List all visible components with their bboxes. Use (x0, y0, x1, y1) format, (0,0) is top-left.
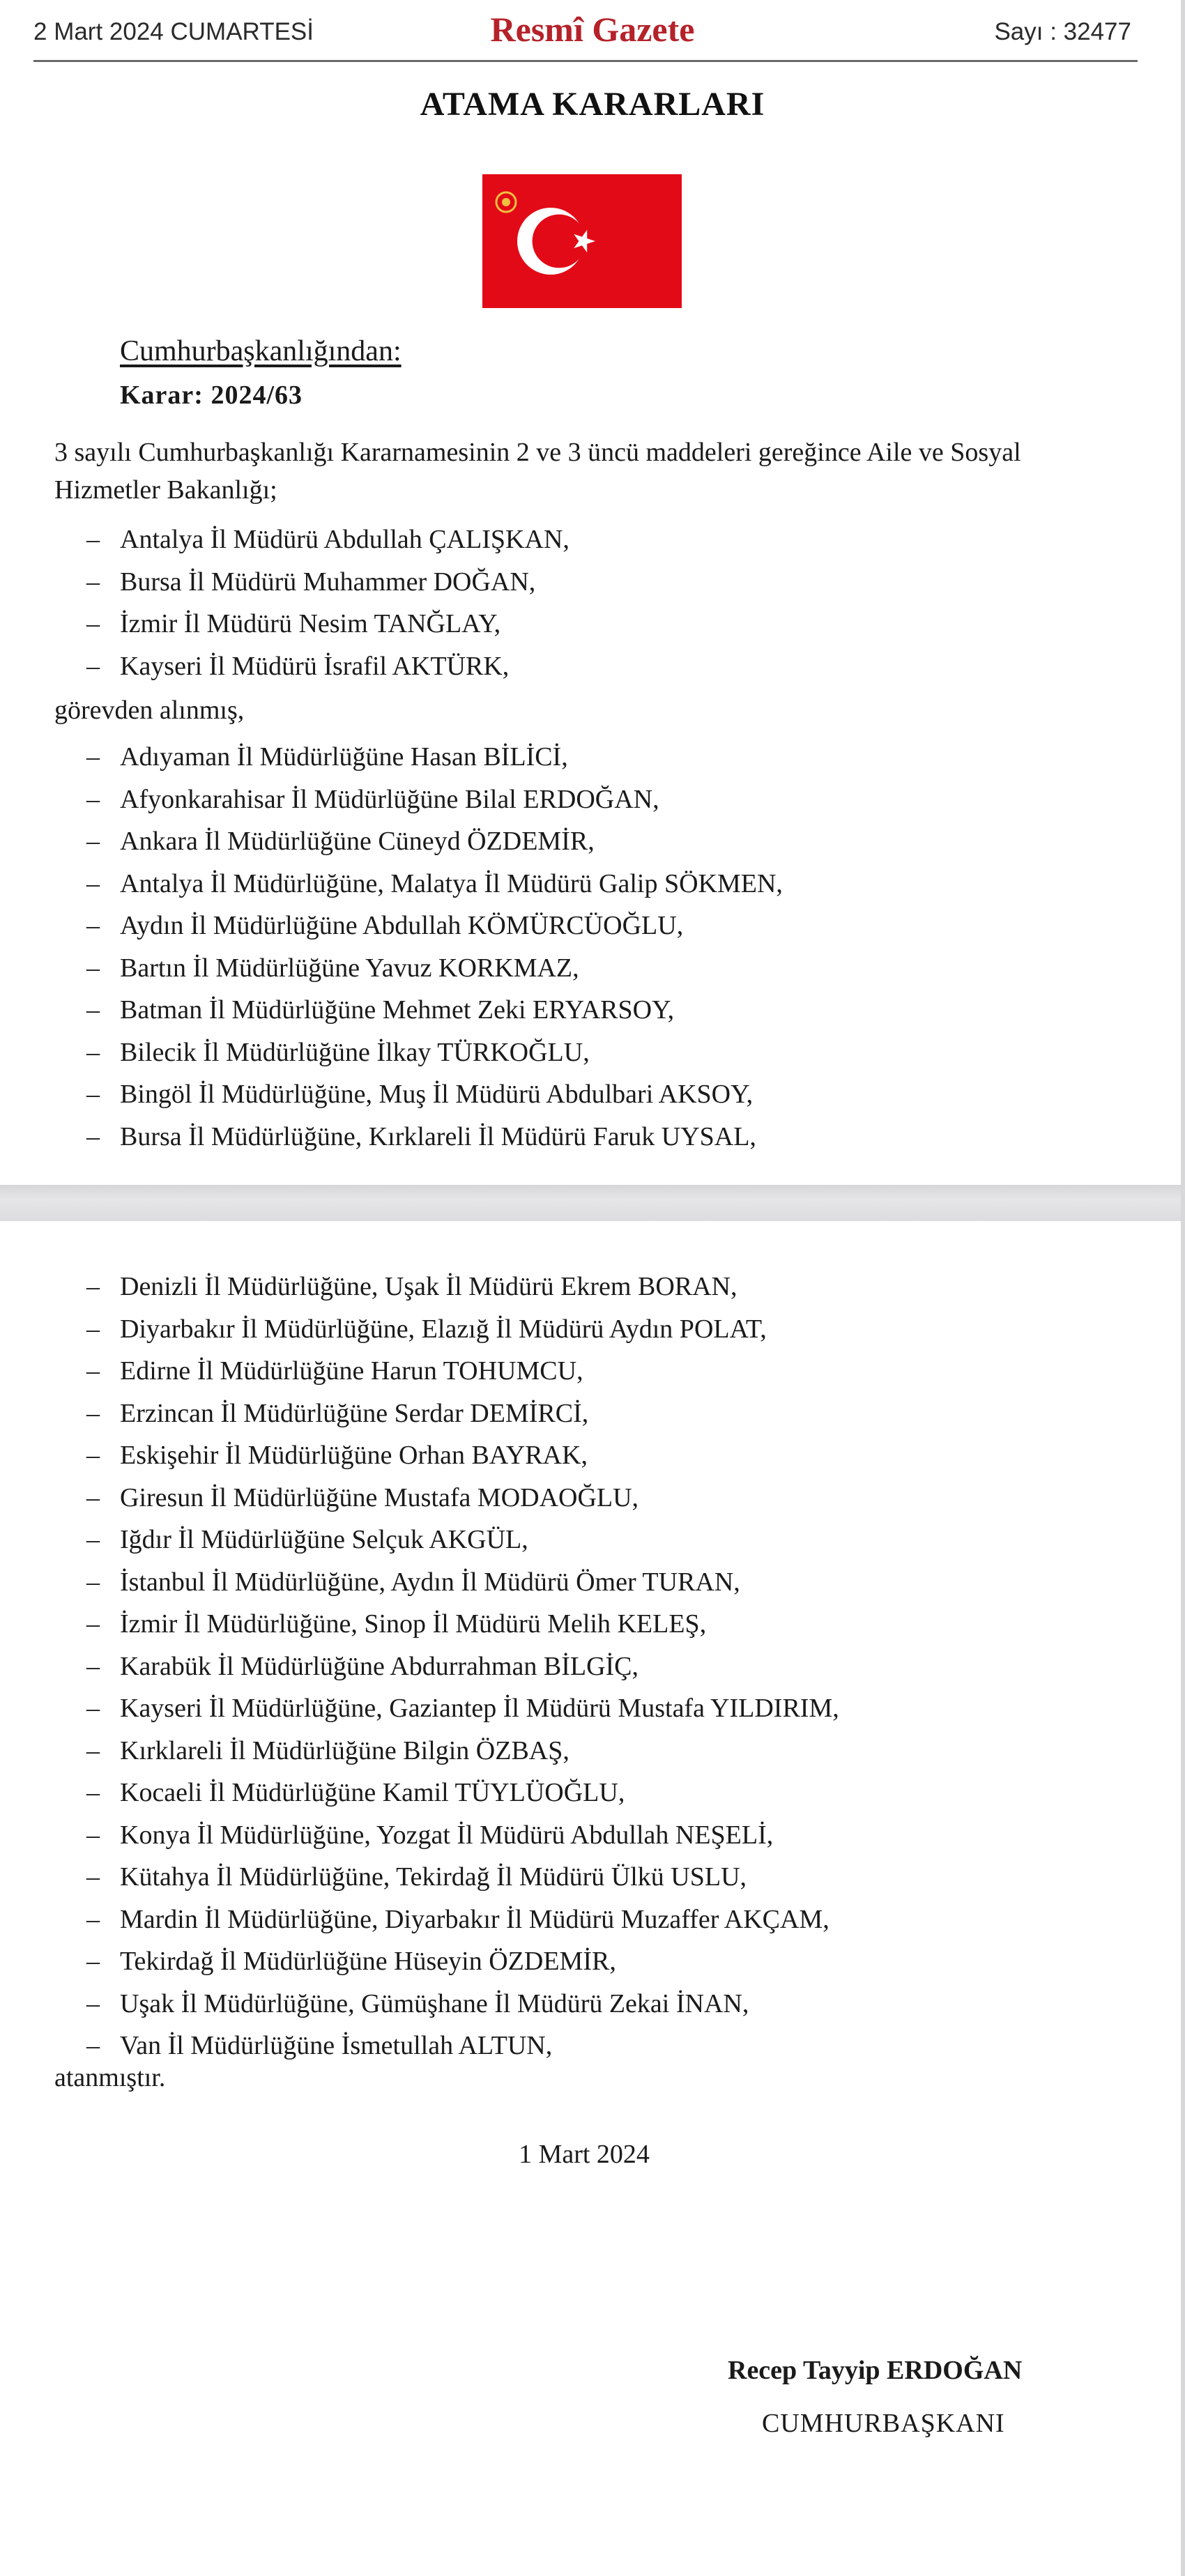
gazette-page-1 (0, 0, 1185, 1185)
list-dash: – (86, 1609, 100, 1639)
list-dash: – (86, 868, 100, 898)
list-dash: – (86, 1988, 100, 2018)
list-item-text: Eskişehir İl Müdürlüğüne Orhan BAYRAK, (120, 1441, 588, 1470)
list-item-text: Giresun İl Müdürlüğüne Mustafa MODAOĞLU, (120, 1482, 639, 1512)
list-dash: – (86, 1121, 100, 1151)
list-item-text: Kütahya İl Müdürlüğüne, Tekirdağ İl Müdürü Ülkü USLU, (120, 1862, 747, 1892)
list-item-text: Kocaeli İl Müdürlüğüne Kamil TÜYLÜOĞLU, (120, 1778, 625, 1807)
scroll-edge (1181, 0, 1185, 2576)
list-item-text: İstanbul İl Müdürlüğüne, Aydın İl Müdürü Ömer TURAN, (120, 1567, 740, 1597)
decree-number: Karar: 2024/63 (120, 381, 303, 410)
turkish-flag-icon (482, 174, 682, 308)
list-dash: – (86, 1441, 100, 1470)
list-item-text: Van İl Müdürlüğüne İsmetullah ALTUN, (120, 2031, 553, 2060)
list-item-text: Karabük İl Müdürlüğüne Abdurrahman BİLGİÇ, (120, 1651, 639, 1681)
list-dash: – (86, 953, 100, 983)
list-item-text: Antalya İl Müdürü Abdullah ÇALIŞKAN, (120, 525, 569, 554)
list-dash: – (86, 1862, 100, 1892)
list-dash: – (86, 995, 100, 1025)
gazette-title: Resmî Gazete (490, 10, 695, 49)
list-dash: – (86, 1947, 100, 1976)
list-dash: – (86, 1694, 100, 1723)
list-dash: – (86, 1482, 100, 1512)
list-item-text: Diyarbakır İl Müdürlüğüne, Elazığ İl Müdürü Aydın POLAT, (120, 1314, 767, 1344)
list-dash: – (86, 1037, 100, 1067)
list-dash: – (86, 784, 100, 814)
list-item-text: Bartın İl Müdürlüğüne Yavuz KORKMAZ, (120, 953, 579, 983)
list-item-text: Kayseri İl Müdürü İsrafil AKTÜRK, (120, 651, 510, 681)
header-divider (33, 60, 1138, 62)
list-item-text: Mardin İl Müdürlüğüne, Diyarbakır İl Müdürü Muzaffer AKÇAM, (120, 1904, 830, 1934)
removed-phrase: görevden alınmış, (54, 696, 245, 725)
list-item-text: Denizli İl Müdürlüğüne, Uşak İl Müdürü Ekrem BORAN, (120, 1272, 737, 1301)
decree-intro: 3 sayılı Cumhurbaşkanlığı Kararnamesinin 2 ve 3 üncü maddeleri gereğince Aile ve Sosyal Hizmetler Bakanlığı; (54, 438, 1021, 505)
list-dash: – (86, 1272, 100, 1301)
list-item-text: Kırklareli İl Müdürlüğüne Bilgin ÖZBAŞ, (120, 1735, 569, 1765)
list-dash: – (86, 1651, 100, 1681)
list-item-text: Edirne İl Müdürlüğüne Harun TOHUMCU, (120, 1356, 583, 1386)
list-item-text: Erzincan İl Müdürlüğüne Serdar DEMİRCİ, (120, 1398, 589, 1428)
list-item-text: Ankara İl Müdürlüğüne Cüneyd ÖZDEMİR, (120, 827, 595, 856)
signer-title: CUMHURBAŞKANI (762, 2409, 1005, 2438)
list-dash: – (86, 1314, 100, 1344)
list-dash: – (86, 525, 100, 554)
section-title: ATAMA KARARLARI (420, 86, 765, 123)
list-dash: – (86, 567, 100, 597)
list-dash: – (86, 1398, 100, 1428)
list-item-text: Bingöl İl Müdürlüğüne, Muş İl Müdürü Abdulbari AKSOY, (120, 1080, 754, 1109)
list-item-text: Aydın İl Müdürlüğüne Abdullah KÖMÜRCÜOĞLU, (120, 911, 684, 940)
list-dash: – (86, 2031, 100, 2060)
list-dash: – (86, 1567, 100, 1597)
list-dash: – (86, 1525, 100, 1554)
list-item-text: Bursa İl Müdürlüğüne, Kırklareli İl Müdürü Faruk UYSAL, (120, 1121, 756, 1151)
list-item-text: İzmir İl Müdürlüğüne, Sinop İl Müdürü Melih KELEŞ, (120, 1609, 707, 1639)
list-item-text: Iğdır İl Müdürlüğüne Selçuk AKGÜL, (120, 1525, 528, 1554)
list-item-text: Bilecik İl Müdürlüğüne İlkay TÜRKOĞLU, (120, 1037, 590, 1067)
list-item-text: Konya İl Müdürlüğüne, Yozgat İl Müdürü Abdullah NEŞELİ, (120, 1820, 774, 1850)
list-dash: – (86, 1778, 100, 1807)
appointed-phrase: atanmıştır. (54, 2063, 166, 2092)
list-dash: – (86, 827, 100, 856)
list-dash: – (86, 1356, 100, 1386)
list-item-text: Afyonkarahisar İl Müdürlüğüne Bilal ERDOĞAN, (120, 784, 659, 814)
header-date: 2 Mart 2024 CUMARTESİ (33, 18, 314, 45)
list-item-text: Antalya İl Müdürlüğüne, Malatya İl Müdürü Galip SÖKMEN, (120, 868, 783, 898)
list-dash: – (86, 911, 100, 940)
list-item-text: Uşak İl Müdürlüğüne, Gümüşhane İl Müdürü Zekai İNAN, (120, 1988, 749, 2018)
list-item-text: Tekirdağ İl Müdürlüğüne Hüseyin ÖZDEMİR, (120, 1947, 616, 1976)
list-dash: – (86, 609, 100, 638)
list-dash: – (86, 651, 100, 681)
list-dash: – (86, 1820, 100, 1850)
list-dash: – (86, 1735, 100, 1765)
list-item-text: Bursa İl Müdürü Muhammer DOĞAN, (120, 567, 536, 597)
list-dash: – (86, 1904, 100, 1934)
signer-name: Recep Tayyip ERDOĞAN (728, 2356, 1023, 2385)
list-item-text: Batman İl Müdürlüğüne Mehmet Zeki ERYARSOY, (120, 995, 675, 1025)
issuing-institution: Cumhurbaşkanlığından: (120, 335, 402, 367)
page-separator (0, 1185, 1185, 1221)
signature-date: 1 Mart 2024 (519, 2140, 650, 2169)
list-item-text: Kayseri İl Müdürlüğüne, Gaziantep İl Müdürü Mustafa YILDIRIM, (120, 1694, 839, 1723)
list-item-text: İzmir İl Müdürü Nesim TANĞLAY, (120, 609, 501, 638)
list-dash: – (86, 742, 100, 772)
issue-number: Sayı : 32477 (994, 18, 1131, 45)
list-dash: – (86, 1080, 100, 1109)
list-item-text: Adıyaman İl Müdürlüğüne Hasan BİLİCİ, (120, 742, 568, 772)
